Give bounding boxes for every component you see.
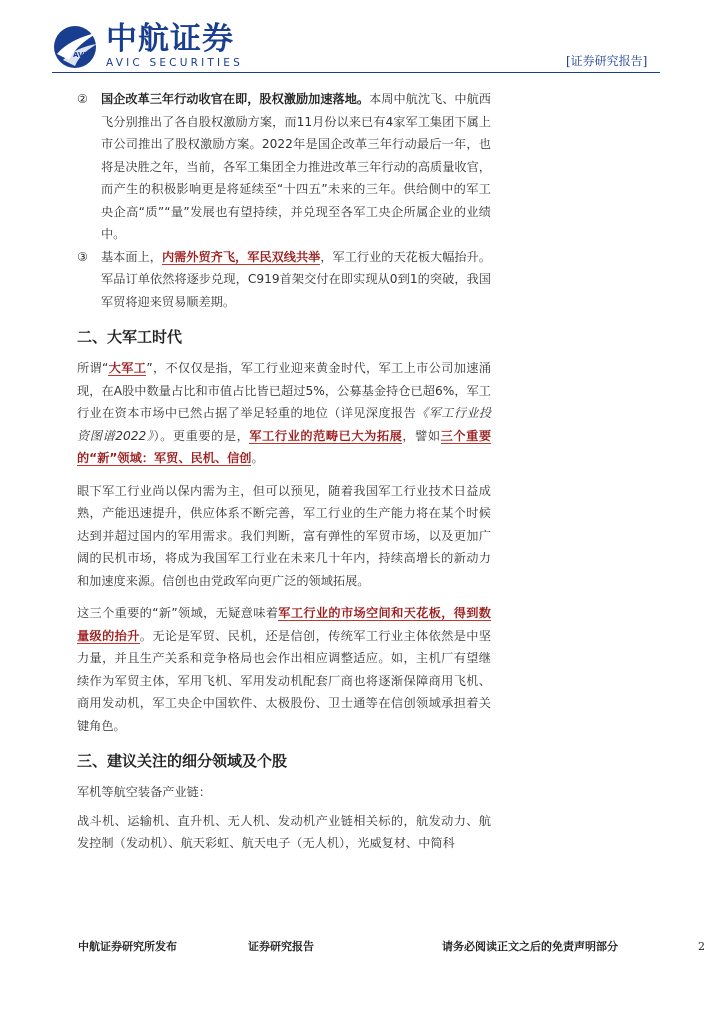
text-span: ，譬如 [402, 428, 441, 443]
text-span: 。无论是军贸、民机，还是信创，传统军工行业主体依然是中坚力量，并且生产关系和竞争格局也会作出相应调整适应。如，主机厂有望继续作为军贸主体，军用飞机、军用发动机配套厂商也将逐渐保障商用飞机、商用发动机，军工央企中国软件、太极股份、卫士通等在信创领域承担着关键角色。 [77, 628, 492, 733]
report-title-italic: 《军工行业投资图谱2022》 [77, 406, 492, 443]
section-3-paragraph-1: 军机等航空装备产业链： [77, 785, 212, 799]
report-body [77, 88, 491, 855]
footer-report-type: 证券研究报告 [248, 940, 314, 953]
highlight-text: 军工行业的范畴已大为拓展 [249, 428, 403, 443]
section-2-paragraph-1 [77, 357, 491, 470]
avic-logo-icon [53, 24, 101, 70]
report-type-label: [证券研究报告] [566, 54, 648, 68]
item-pre: 基本面上， [101, 249, 162, 264]
text-span: ”，不仅仅是指，军工行业迎来黄金时代，军工上市公司加速涌现，在A股中数量占比和市值占比皆已超过5%，公募基金持仓已超6%，军工行业在资本市场中已然占据了举足轻重的地位（详见深度报告 [77, 361, 491, 420]
page-header [0, 0, 724, 80]
list-item-2 [77, 88, 491, 246]
highlight-text: 内需外贸齐飞，军民双线共举 [161, 249, 321, 264]
section-2-paragraph-3 [77, 602, 491, 737]
highlight-text: 三个重要的“新”领域：军贸、民机、信创 [77, 428, 492, 465]
item-lead: 国企改革三年行动收官在即，股权激励加速落地。 [101, 92, 370, 106]
item-text: ，军工行业的天花板大幅抬升。军品订单依然将逐步兑现，C919首架交付在即实现从0到1的突破，我国军贸将迎来贸易顺差期。 [101, 249, 491, 309]
page-footer [0, 938, 724, 962]
logo-english-name: AVIC SECURITIES [106, 57, 243, 69]
text-span: ）。更重要的是， [153, 428, 250, 443]
page-number: 2 [698, 940, 705, 953]
list-item-3 [77, 246, 491, 314]
footer-publisher: 中航证券研究所发布 [78, 940, 177, 953]
highlight-text: 军工行业的市场空间和天花板，得到数量级的抬升 [77, 606, 491, 643]
section-3-heading: 三、建议关注的细分领域及个股 [77, 752, 288, 770]
highlight-text: 大军工 [108, 361, 147, 375]
item-text: 本周中航沈飞、中航西飞分别推出了各自股权激励方案，而11月份以来已有4家军工集团下属上市公司推出了股权激励方案。2022年是国企改革三年行动最后一年，也将是决胜之年，当前，各军工集团全力推进改革三年行动的高质量收官，而产生的积极影响更是将延续至“十四五”未来的三年。供给侧中的军工央企高“质”“量”发展也有望持续，并兑现至各军工央企所属企业的业绩中。 [101, 92, 491, 241]
item-number: ③ [77, 249, 88, 264]
logo-chinese-name: 中航证券 [106, 21, 234, 57]
header-divider [52, 72, 660, 73]
item-number: ② [77, 92, 88, 106]
text-span: 。 [251, 451, 264, 465]
text-span: 所谓“ [77, 361, 109, 375]
text-span: 这三个重要的“新”领域，无疑意味着 [77, 606, 279, 620]
footer-disclaimer-note: 请务必阅读正文之后的免责声明部分 [442, 940, 618, 953]
logo-emblem-text: AVIC [73, 51, 92, 59]
section-2-paragraph-2: 眼下军工行业尚以保内需为主，但可以预见，随着我国军工行业技术日益成熟，产能迅速提升，供应体系不断完善，军工行业的生产能力将在某个时候达到并超过国内的军用需求。我们判断，富有弹性的军贸市场，以及更加广阔的民机市场，将成为我国军工行业在未来几十年内，持续高增长的新动力和加速度来源。信创也由党政军向更广泛的领域拓展。 [77, 483, 491, 588]
section-2-heading: 二、大军工时代 [77, 328, 183, 346]
section-3-paragraph-2: 战斗机、运输机、直升机、无人机、发动机产业链相关标的，航发动力、航发控制（发动机）、航天彩虹、航天电子（无人机），光威复材、中简科 [77, 813, 491, 850]
